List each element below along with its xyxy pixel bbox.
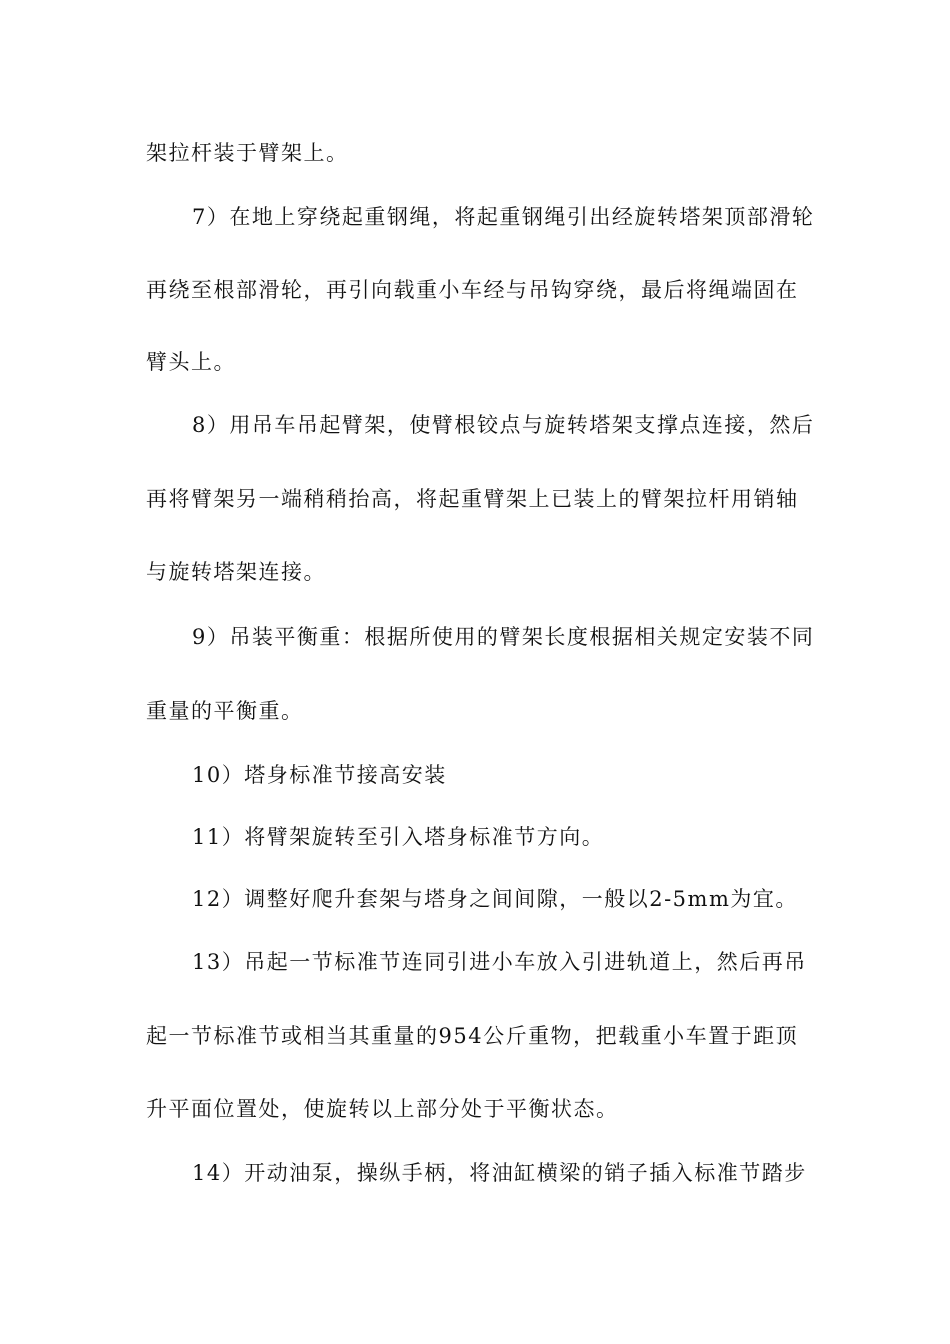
text-line: 再将臂架另一端稍稍抬高，将起重臂架上已装上的臂架拉杆用销轴 — [146, 487, 799, 511]
text-line: 13）吊起一节标准节连同引进小车放入引进轨道上，然后再吊 — [192, 950, 807, 974]
text-line: 7）在地上穿绕起重钢绳，将起重钢绳引出经旋转塔架顶部滑轮 — [192, 205, 815, 229]
text-line: 8）用吊车吊起臂架，使臂根铰点与旋转塔架支撑点连接，然后 — [192, 413, 815, 437]
text-line: 臂头上。 — [146, 350, 236, 374]
text-line: 12）调整好爬升套架与塔身之间间隙，一般以2-5mm为宜。 — [192, 887, 798, 911]
text-line: 14）开动油泵，操纵手柄，将油缸横梁的销子插入标准节踏步 — [192, 1161, 807, 1185]
text-line: 9）吊装平衡重：根据所使用的臂架长度根据相关规定安装不同 — [192, 625, 815, 649]
text-line: 与旋转塔架连接。 — [146, 560, 326, 584]
text-line: 10）塔身标准节接高安装 — [192, 763, 447, 787]
text-line: 再绕至根部滑轮，再引向载重小车经与吊钩穿绕，最后将绳端固在 — [146, 278, 799, 302]
text-line: 升平面位置处，使旋转以上部分处于平衡状态。 — [146, 1097, 619, 1121]
text-line: 起一节标准节或相当其重量的954公斤重物，把载重小车置于距顶 — [146, 1024, 799, 1048]
text-line: 重量的平衡重。 — [146, 699, 304, 723]
text-line: 架拉杆装于臂架上。 — [146, 141, 349, 165]
text-line: 11）将臂架旋转至引入塔身标准节方向。 — [192, 825, 605, 849]
